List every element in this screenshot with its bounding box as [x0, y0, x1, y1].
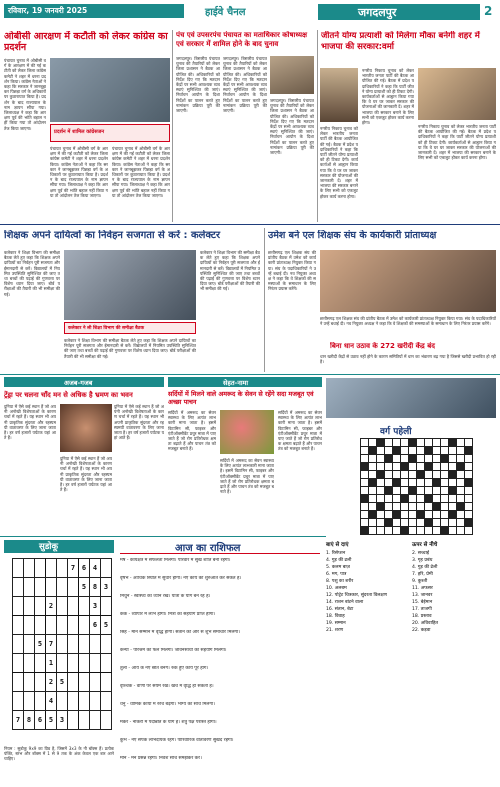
crossword-clue: 14. राशन बांटने वाला [326, 600, 364, 605]
crossword-clue: 15. बेईमान [412, 600, 433, 605]
sudoku-cell [46, 578, 57, 597]
sudoku-cell: 5 [79, 578, 90, 597]
health-photo-guava [220, 410, 274, 454]
crossword-down-title: ऊपर से नीचे [412, 542, 438, 548]
sudoku-cell [13, 597, 24, 616]
sudoku-cell [24, 559, 35, 578]
teacher-story-photo [320, 250, 496, 312]
sudoku-cell [68, 616, 79, 635]
right-story-body-cont2: नगरीय निकाय चुनाव को लेकर भारतीय जनता पार्टी की बैठक आयोजित की गई। बैठक में प्रदेश पदाधिकारियों ने कहा कि पार्टी जीतने योग्य प्रत्याशी को ही टिकट देगी। कार्यकर्ताओं से आह्वान किया गया कि वे घर घर जाकर सरकार की योजनाओं की जानकारी दें। शहर में भाजपा की सरकार बनाने के लिए सभी को एकजुट होकर कार्य करना होगा। [418, 124, 496, 161]
crossword-clue: 1. रिसेप्शन [326, 551, 346, 556]
crossword-clue: 7. हरि, प्रेमी [412, 572, 433, 577]
strange-label: अजब-गजब [64, 379, 93, 387]
sudoku-cell [13, 559, 24, 578]
page-number: 2 [484, 4, 493, 18]
sudoku-cell [79, 616, 90, 635]
sudoku-cell [79, 692, 90, 711]
left-story-caption-box [50, 124, 170, 142]
sudoku-cell [35, 654, 46, 673]
strange-body-cont2: दुनिया में ऐसे कई स्थान हैं जो अपनी अनोखी विशेषताओं के कारण चर्चा में रहते हैं। यह स्थान भी अपनी प्राकृतिक सुंदरता और रहस्यमयी वातावरण के लिए जाना जाता है। हर वर्ष हजारों पर्यटक यहां आते हैं। [114, 404, 164, 441]
sudoku-cell [24, 635, 35, 654]
sudoku-cell [101, 559, 112, 578]
sudoku-cell [13, 616, 24, 635]
sudoku-grid [12, 558, 112, 730]
masthead-right-bar [318, 4, 480, 20]
sudoku-cell [79, 654, 90, 673]
strange-label-box [4, 377, 164, 387]
collector-story-body-cont: कलेक्टर ने शिक्षा विभाग की समीक्षा बैठक लेते हुए कहा कि शिक्षक अपने दायित्वों का निर्वहन पूरी सजगता और ईमानदारी से करें। विद्यालयों में नियमित उपस्थिति सुनिश्चित की जाए तथा बच्चों की पढ़ाई की गुणवत्ता पर विशेष ध्यान दिया जाए। बोर्ड परीक्षाओं की तैयारी की भी समीक्षा की गई। [64, 338, 196, 359]
sudoku-cell: 6 [90, 616, 101, 635]
sudoku-cell [101, 692, 112, 711]
sudoku-cell [24, 616, 35, 635]
sudoku-cell [68, 711, 79, 730]
crossword-clue: 18. विवाह [326, 614, 345, 619]
crossword-clue: 17. ताजगी [412, 607, 432, 612]
crossword-clue: 16. संतान, बेटा [326, 607, 354, 612]
sudoku-cell [90, 635, 101, 654]
left-story-body: पंचायत चुनाव में ओबीसी वर्ग के आरक्षण में की गई कटौती को लेकर जिला कांग्रेस कमेटी ने शहर में धरना प्रदर्शन किया। कांग्रेस नेताओं ने कहा कि सरकार ने जानबूझकर पिछड़ा वर्ग के अधिकारों पर कुठाराघात किया है। प्रदर्शन के बाद राज्यपाल के नाम ज्ञापन सौंपा गया। जिलाध्यक्ष ने कहा कि आरक्षण पूर्व की भांति बहाल नहीं किया गया तो आंदोलन तेज किया जाएगा। [4, 58, 46, 131]
sudoku-cell [101, 711, 112, 730]
left-story-photo [50, 58, 170, 122]
crossword-clue: 3. गृह प्रबंध [412, 558, 433, 563]
sudoku-cell [24, 673, 35, 692]
collector-story-body-cont2: कलेक्टर ने शिक्षा विभाग की समीक्षा बैठक लेते हुए कहा कि शिक्षक अपने दायित्वों का निर्वहन पूरी सजगता और ईमानदारी से करें। विद्यालयों में नियमित उपस्थिति सुनिश्चित की जाए तथा बच्चों की पढ़ाई की गुणवत्ता पर विशेष ध्यान दिया जाए। बोर्ड परीक्षाओं की तैयारी की भी समीक्षा की गई। [200, 250, 260, 292]
left-story-body-cont: पंचायत चुनाव में ओबीसी वर्ग के आरक्षण में की गई कटौती को लेकर जिला कांग्रेस कमेटी ने शहर में धरना प्रदर्शन किया। कांग्रेस नेताओं ने कहा कि सरकार ने जानबूझकर पिछड़ा वर्ग के अधिकारों पर कुठाराघात किया है। प्रदर्शन के बाद राज्यपाल के नाम ज्ञापन सौंपा गया। जिलाध्यक्ष ने कहा कि आरक्षण पूर्व की भांति बहाल नहीं किया गया तो आंदोलन तेज किया जाएगा। [50, 146, 108, 198]
horoscope-item: कुंभ - नए संपर्क लाभदायक रहेंगे। पारिवारिक वातावरण सुखद रहेगा। [120, 738, 234, 743]
horoscope-item: वृषभ - आर्थिक स्थिति में सुधार होगा। नए कार्य की शुरुआत कर सकते हैं। [120, 576, 242, 581]
sudoku-cell: 6 [79, 559, 90, 578]
crossword-clue: 11. अफसर [412, 586, 433, 591]
sudoku-cell [90, 654, 101, 673]
crossword-clue: 22. कड़वा [412, 628, 431, 633]
sudoku-cell [68, 654, 79, 673]
crossword-clue: 18. प्रस्ताव [412, 614, 432, 619]
sudoku-cell: 2 [46, 673, 57, 692]
teacher-story-body-cont: छत्तीसगढ़ एल शिक्षक संघ की प्रांतीय बैठक में उमेश को कार्यकारी प्रांताध्यक्ष नियुक्त किया गया। संघ के पदाधिकारियों ने उन्हें बधाई दी। नव नियुक्त अध्यक्ष ने कहा कि वे शिक्षकों की समस्याओं के समाधान के लिए निरंतर प्रयास करेंगे। [320, 316, 496, 327]
sudoku-cell [13, 673, 24, 692]
horoscope-title-box [120, 540, 320, 554]
sudoku-cell [13, 654, 24, 673]
collector-story-body: कलेक्टर ने शिक्षा विभाग की समीक्षा बैठक लेते हुए कहा कि शिक्षक अपने दायित्वों का निर्वहन पूरी सजगता और ईमानदारी से करें। विद्यालयों में नियमित उपस्थिति सुनिश्चित की जाए तथा बच्चों की पढ़ाई की गुणवत्ता पर विशेष ध्यान दिया जाए। बोर्ड परीक्षाओं की तैयारी की भी समीक्षा की गई। [4, 250, 60, 297]
sudoku-cell [79, 597, 90, 616]
masthead [0, 0, 500, 26]
crossword-grid [360, 438, 473, 535]
sudoku-cell [101, 597, 112, 616]
sudoku-cell: 5 [101, 616, 112, 635]
sudoku-cell [68, 597, 79, 616]
sudoku-cell [46, 559, 57, 578]
sudoku-cell [101, 635, 112, 654]
crossword-clue: 19. सम्मान [326, 621, 346, 626]
sudoku-cell [68, 692, 79, 711]
health-body-cont: सर्दियों में अमरूद का सेवन स्वास्थ्य के लिए अत्यंत लाभकारी माना जाता है। इसमें विटामिन सी, फाइबर और एंटीऑक्सीडेंट प्रचुर मात्रा में पाए जाते हैं जो रोग प्रतिरोधक क्षमता बढ़ाते हैं और पाचन तंत्र को मजबूत बनाते हैं। [220, 458, 274, 495]
collector-caption-box [64, 322, 196, 334]
sudoku-cell: 8 [90, 578, 101, 597]
sudoku-cell: 8 [24, 711, 35, 730]
sudoku-cell [68, 635, 79, 654]
sudoku-cell [79, 673, 90, 692]
horoscope-item: धनु - धार्मिक कार्यों में रुचि बढ़ेगी। भाग्य का साथ मिलेगा। [120, 702, 215, 707]
sudoku-cell [68, 673, 79, 692]
crossword-clue: 6. मग, पात्र [326, 572, 347, 577]
right-story-body: नगरीय निकाय चुनाव को लेकर भारतीय जनता पार्टी की बैठक आयोजित की गई। बैठक में प्रदेश पदाधिकारियों ने कहा कि पार्टी जीतने योग्य प्रत्याशी को ही टिकट देगी। कार्यकर्ताओं से आह्वान किया गया कि वे घर घर जाकर सरकार की योजनाओं की जानकारी दें। शहर में भाजपा की सरकार बनाने के लिए सभी को एकजुट होकर कार्य करना होगा। [362, 68, 414, 126]
mid-story-headline: पंच एवं उपसरपंच पंचायत का मताधिकार कोषाध्यक्ष एवं सरकार में शामिल होने के बाद चुनाव [176, 31, 308, 48]
masthead-left-bar [4, 4, 184, 18]
crossword-clue: 12. पोट्रेट चित्रकार, सुंदरता विलक्षण [326, 593, 387, 598]
crossword-clue: 9. कुश्ती [412, 579, 428, 584]
teacher-story-headline: उमेश बने एल शिक्षक संघ के कार्यकारी प्रांताध्यक्ष [268, 230, 437, 241]
sudoku-cell [57, 597, 68, 616]
health-headline: सर्दियों में मिलने वाले अमरूद के सेवन से रहेंगे सदा मजबूत एवं अच्छा पाचन [168, 390, 314, 406]
sudoku-cell [13, 635, 24, 654]
paddy-story-headline: बिना धान उठाव के 272 खरीदी केंद्र बंद [330, 342, 435, 350]
sudoku-cell: 7 [68, 559, 79, 578]
sudoku-cell: 5 [35, 635, 46, 654]
left-story-caption: प्रदर्शन में शामिल कांग्रेसजन [54, 129, 105, 135]
right-story-photo [320, 68, 358, 122]
horoscope-item: कर्क - व्यापार में लाभ होगा। मित्रों का सहयोग प्राप्त होगा। [120, 612, 216, 617]
horoscope-item: मेष - कार्यक्षेत्र में सफलता मिलेगी। परिवार में सुख शांति बनी रहेगी। [120, 558, 231, 563]
sudoku-cell: 3 [57, 711, 68, 730]
sudoku-cell [24, 578, 35, 597]
horoscope-item: कन्या - परिश्रम का फल मिलेगा। जीवनसाथी का सहयोग मिलेगा। [120, 648, 227, 653]
right-story-photo-group [418, 68, 496, 120]
sudoku-cell [57, 616, 68, 635]
sudoku-cell [24, 654, 35, 673]
crossword-clue: 10. अलबम [326, 586, 347, 591]
horoscope-item: मीन - मन प्रसन्न रहेगा। निवेश सोच समझकर करें। [120, 756, 202, 761]
sudoku-cell: 4 [90, 559, 101, 578]
sudoku-cell [35, 616, 46, 635]
city-name: जगदलपुर [358, 6, 397, 19]
sudoku-cell [79, 711, 90, 730]
horoscope-item: तुला - आय के नए स्रोत बनेंगे। रुके हुए कार्य पूरे होंगे। [120, 666, 209, 671]
mid-story-body: जगदलपुर। त्रिस्तरीय पंचायत चुनाव की तैयारियों को लेकर जिला प्रशासन ने बैठक आयोजित की। अधिकारियों को निर्देश दिए गए कि मतदान केंद्रों पर सभी आवश्यक व्यवस्थाएं सुनिश्चित की जाएं। निर्वाचन आयोग के दिशा निर्देशों का पालन करते हुए नामांकन प्रक्रिया पूरी की जाएगी। [176, 56, 220, 114]
crossword-clue: 2. सच्चाई [412, 551, 430, 556]
sudoku-cell [90, 711, 101, 730]
collector-story-photo [64, 250, 196, 320]
crossword-clue: 21. शरण [326, 628, 344, 633]
sudoku-note: नियम : सुडोकू 9x9 का ग्रिड है, जिसमें 3x3 के नौ बॉक्स हैं। प्रत्येक पंक्ति, स्तंभ और बॉक्स में 1 से 9 तक के अंक केवल एक बार आने चाहिए। [4, 746, 114, 762]
horoscope-item: वृश्चिक - वाणी पर संयम रखें। खर्च में वृद्धि हो सकती है। [120, 684, 214, 689]
horoscope-title: आज का राशिफल [175, 543, 241, 554]
sudoku-cell [57, 559, 68, 578]
sudoku-cell [57, 635, 68, 654]
sudoku-cell: 2 [46, 597, 57, 616]
sudoku-cell: 7 [13, 711, 24, 730]
crossword-clue: 8. पशु का शरीर [326, 579, 354, 584]
crossword-clue: 4. गुड़ की ढली [326, 558, 352, 563]
left-story-headline: ओबीसी आरक्षण में कटौती को लेकर कांग्रेस का प्रदर्शन [4, 31, 168, 53]
health-body: सर्दियों में अमरूद का सेवन स्वास्थ्य के लिए अत्यंत लाभकारी माना जाता है। इसमें विटामिन सी, फाइबर और एंटीऑक्सीडेंट प्रचुर मात्रा में पाए जाते हैं जो रोग प्रतिरोधक क्षमता बढ़ाते हैं और पाचन तंत्र को मजबूत बनाते हैं। [168, 410, 216, 452]
sudoku-cell [101, 654, 112, 673]
strange-body: दुनिया में ऐसे कई स्थान हैं जो अपनी अनोखी विशेषताओं के कारण चर्चा में रहते हैं। यह स्थान भी अपनी प्राकृतिक सुंदरता और रहस्यमयी वातावरण के लिए जाना जाता है। हर वर्ष हजारों पर्यटक यहां आते हैं। [4, 404, 56, 441]
issue-date: रविवार, 19 जनवरी 2025 [8, 6, 88, 15]
sudoku-cell [24, 597, 35, 616]
health-label-box [168, 377, 322, 387]
sudoku-cell [57, 654, 68, 673]
sudoku-cell: 3 [90, 597, 101, 616]
sudoku-cell [90, 692, 101, 711]
crossword-title: वर्ग पहेली [380, 427, 412, 437]
sudoku-cell [68, 578, 79, 597]
sudoku-cell [35, 559, 46, 578]
right-story-body-cont: नगरीय निकाय चुनाव को लेकर भारतीय जनता पार्टी की बैठक आयोजित की गई। बैठक में प्रदेश पदाधिकारियों ने कहा कि पार्टी जीतने योग्य प्रत्याशी को ही टिकट देगी। कार्यकर्ताओं से आह्वान किया गया कि वे घर घर जाकर सरकार की योजनाओं की जानकारी दें। शहर में भाजपा की सरकार बनाने के लिए सभी को एकजुट होकर कार्य करना होगा। [320, 126, 358, 199]
horoscope-item: मिथुन - स्वास्थ्य का ध्यान रखें। यात्रा के योग बन रहे हैं। [120, 594, 211, 599]
right-bottom-photo [326, 378, 496, 418]
health-body-cont2: सर्दियों में अमरूद का सेवन स्वास्थ्य के लिए अत्यंत लाभकारी माना जाता है। इसमें विटामिन सी, फाइबर और एंटीऑक्सीडेंट प्रचुर मात्रा में पाए जाते हैं जो रोग प्रतिरोधक क्षमता बढ़ाते हैं और पाचन तंत्र को मजबूत बनाते हैं। [278, 410, 322, 452]
sudoku-cell [57, 692, 68, 711]
sudoku-cell [35, 673, 46, 692]
sudoku-title: सुडोकू [39, 542, 59, 552]
collector-caption: कलेक्टर ने ली शिक्षा विभाग की समीक्षा बैठक [68, 326, 145, 331]
paddy-story-body: धान खरीदी केंद्रों से उठाव नहीं होने के कारण समितियों में धान का भंडारण बढ़ गया है जिससे खरीदी प्रभावित हो रही है। [320, 354, 496, 365]
paper-name: हाईवे चैनल [205, 7, 246, 18]
sudoku-cell [90, 673, 101, 692]
sudoku-cell [35, 597, 46, 616]
horoscope-item: मकर - नौकरी में पदोन्नति के योग हैं। शत्रु पक्ष परास्त होगा। [120, 720, 217, 725]
sudoku-cell [79, 635, 90, 654]
sudoku-cell [35, 578, 46, 597]
strange-body-cont: दुनिया में ऐसे कई स्थान हैं जो अपनी अनोखी विशेषताओं के कारण चर्चा में रहते हैं। यह स्थान भी अपनी प्राकृतिक सुंदरता और रहस्यमयी वातावरण के लिए जाना जाता है। हर वर्ष हजारों पर्यटक यहां आते हैं। [60, 456, 112, 493]
crossword-clue: 4. गुड़ की ढेली [412, 565, 438, 570]
strange-headline: ट्रेंड्रा पर चलना चाँद मन से अधिक है भ्रमण का भवन [4, 391, 133, 399]
sudoku-cell: 1 [46, 654, 57, 673]
sudoku-cell [57, 578, 68, 597]
horoscope-item: सिंह - मान सम्मान में वृद्धि होगी। संतान की ओर से शुभ समाचार मिलेगा। [120, 630, 240, 635]
sudoku-cell [13, 692, 24, 711]
horoscope-list [120, 558, 322, 782]
mid-story-body-cont: जगदलपुर। त्रिस्तरीय पंचायत चुनाव की तैयारियों को लेकर जिला प्रशासन ने बैठक आयोजित की। अधिकारियों को निर्देश दिए गए कि मतदान केंद्रों पर सभी आवश्यक व्यवस्थाएं सुनिश्चित की जाएं। निर्वाचन आयोग के दिशा निर्देशों का पालन करते हुए नामांकन प्रक्रिया पूरी की जाएगी। [223, 56, 267, 114]
sudoku-title-box [4, 540, 114, 553]
mid-story-photo [270, 56, 314, 94]
collector-story-headline: शिक्षक अपने दायित्वों का निर्वहन सजगता से करें : कलेक्टर [4, 230, 221, 241]
sudoku-cell [46, 616, 57, 635]
sudoku-cell: 6 [35, 711, 46, 730]
crossword-across-list [326, 540, 410, 780]
sudoku-cell [13, 578, 24, 597]
sudoku-cell: 5 [57, 673, 68, 692]
sudoku-cell [24, 692, 35, 711]
strange-photo [60, 404, 112, 452]
teacher-story-body: छत्तीसगढ़ एल शिक्षक संघ की प्रांतीय बैठक में उमेश को कार्यकारी प्रांताध्यक्ष नियुक्त किया गया। संघ के पदाधिकारियों ने उन्हें बधाई दी। नव नियुक्त अध्यक्ष ने कहा कि वे शिक्षकों की समस्याओं के समाधान के लिए निरंतर प्रयास करेंगे। [268, 250, 316, 292]
crossword-clue: 5. कलम बाज़ [326, 565, 350, 570]
sudoku-cell: 5 [46, 711, 57, 730]
crossword-down-list [412, 540, 496, 780]
sudoku-cell [101, 673, 112, 692]
sudoku-cell: 7 [46, 635, 57, 654]
sudoku-cell: 4 [46, 692, 57, 711]
health-label: सेहत-नामा [223, 379, 249, 387]
crossword-clue: 20. अविवाहित [412, 621, 439, 626]
crossword-across-title: बाएं से दाएं [326, 542, 349, 548]
crossword-clue: 13. जानवर [412, 593, 433, 598]
sudoku-cell: 3 [101, 578, 112, 597]
left-story-body-cont2: पंचायत चुनाव में ओबीसी वर्ग के आरक्षण में की गई कटौती को लेकर जिला कांग्रेस कमेटी ने शहर में धरना प्रदर्शन किया। कांग्रेस नेताओं ने कहा कि सरकार ने जानबूझकर पिछड़ा वर्ग के अधिकारों पर कुठाराघात किया है। प्रदर्शन के बाद राज्यपाल के नाम ज्ञापन सौंपा गया। जिलाध्यक्ष ने कहा कि आरक्षण पूर्व की भांति बहाल नहीं किया गया तो आंदोलन तेज किया जाएगा। [112, 146, 170, 198]
mid-story-body-cont2: जगदलपुर। त्रिस्तरीय पंचायत चुनाव की तैयारियों को लेकर जिला प्रशासन ने बैठक आयोजित की। अधिकारियों को निर्देश दिए गए कि मतदान केंद्रों पर सभी आवश्यक व्यवस्थाएं सुनिश्चित की जाएं। निर्वाचन आयोग के दिशा निर्देशों का पालन करते हुए नामांकन प्रक्रिया पूरी की जाएगी। [270, 98, 314, 156]
sudoku-cell [35, 692, 46, 711]
right-story-headline: जीतने योग्य प्रत्याशी को मिलेगा मौका बनेगी शहर में भाजपा की सरकार:वर्मा [321, 31, 480, 52]
